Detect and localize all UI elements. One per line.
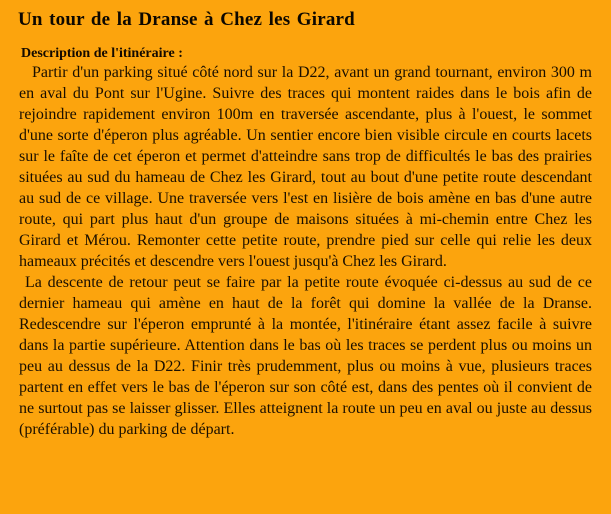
itinerary-paragraph-descent: La descente de retour peut se faire par la petite route évoquée ci-dessus au sud de ce dernier hameau qui amène en haut de la forêt qui domine la vallée de la Dranse. Redescendre sur l'éperon emprunté à la montée, l'itinéraire étant assez facile à suivre dans la partie supérieure. Attention dans le bas où les traces se perdent plus ou moins un peu au dessus de la D22. Finir très prudemment, plus ou moins à vue, plusieurs traces partent en effet vers le bas de l'éperon sur son côté est, dans des pentes où il convient de ne surtout pas se laisser glisser. Elles atteignent la route un peu en aval ou juste au dessus (préférable) du parking de départ.: [19, 274, 592, 438]
page-title: Un tour de la Dranse à Chez les Girard: [18, 9, 355, 30]
itinerary-page: [0, 9, 611, 514]
section-heading: Description de l'itinéraire :: [21, 46, 183, 61]
itinerary-paragraph-ascent: Partir d'un parking situé côté nord sur la D22, avant un grand tournant, environ 300 m en aval du Pont sur l'Ugine. Suivre des traces qui montent raides dans le bois afin de rejoindre rapidement environ 100m en traversée ascendante, plus à l'ouest, le sommet d'une sorte d'éperon plus agréable. Un sentier encore bien visible circule en courts lacets sur le faîte de cet éperon et permet d'atteindre sans trop de difficultés le bas des prairies situées au sud du hameau de Chez les Girard, tout au bout d'une petite route descendant au sud de ce village. Une traversée vers l'est en lisière de bois amène en bas d'une autre route, qui part plus haut d'un groupe de maisons situées à mi-chemin entre Chez les Girard et Mérou. Remonter cette petite route, prendre pied sur celle qui relie les deux hameaux précités et descendre vers l'ouest jusqu'à Chez les Girard.: [19, 64, 592, 270]
itinerary-description-section: [0, 45, 611, 440]
